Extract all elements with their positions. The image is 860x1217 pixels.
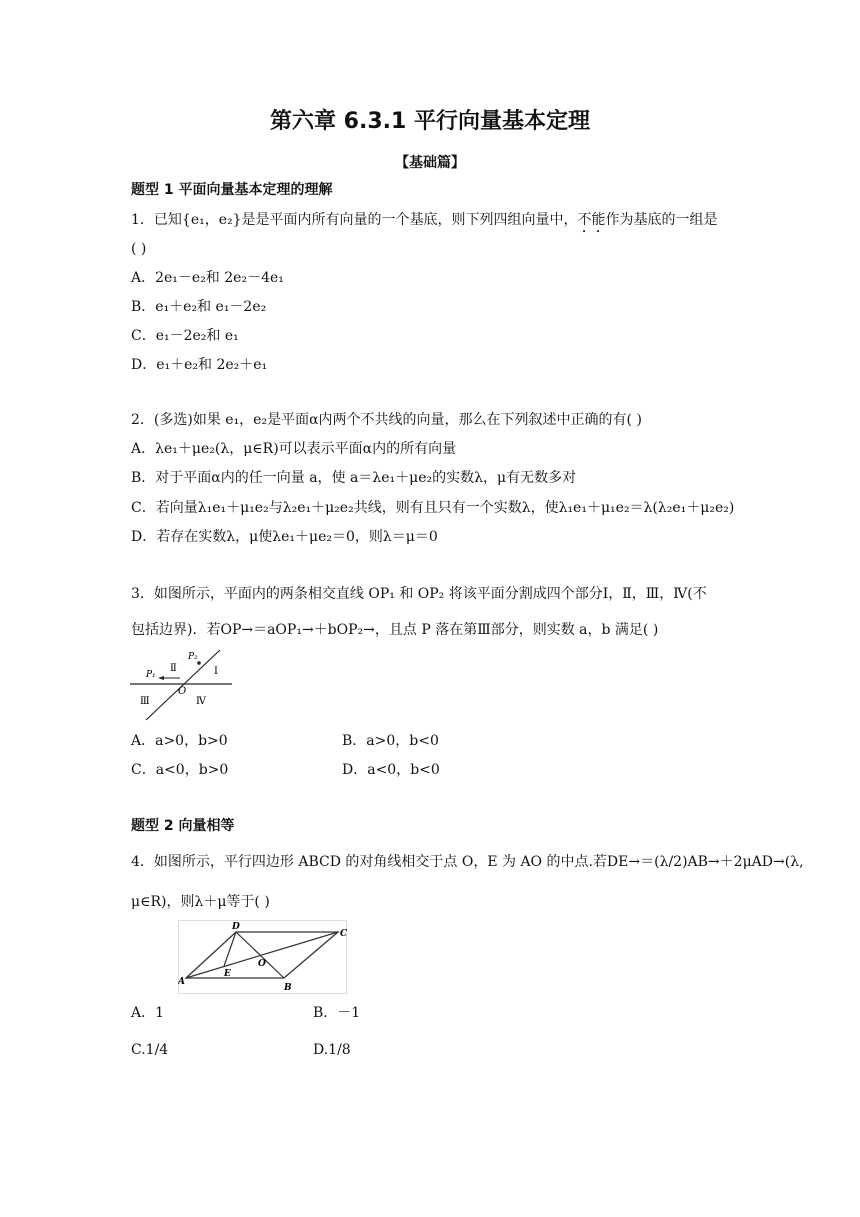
q1-stem-emph: 不能 — [577, 212, 606, 228]
q1-option-d: D．e₁＋e₂和 2e₂＋e₁ — [131, 357, 268, 373]
label-a: A — [178, 977, 185, 987]
q4-stem-line2: μ∈R)，则λ＋μ等于( ) — [131, 894, 270, 910]
q1-option-c: C．e₁－2e₂和 e₁ — [131, 328, 239, 344]
diagonal-ac — [186, 932, 338, 978]
label-b: B — [284, 983, 292, 993]
arrow-op1-head — [158, 676, 164, 680]
label-region-4: Ⅳ — [196, 696, 206, 707]
q3-stem-line1: 3．如图所示，平面内的两条相交直线 OP₁ 和 OP₂ 将该平面分割成四个部分Ⅰ，Ⅱ，Ⅲ，Ⅳ(不 — [131, 586, 707, 602]
q1-option-a: A．2e₁－e₂和 2e₂－4e₁ — [131, 270, 284, 286]
q4-option-b: B．－1 — [313, 1005, 361, 1021]
q1-option-b: B．e₁＋e₂和 e₁－2e₂ — [131, 299, 267, 315]
diagonal-bd — [236, 932, 284, 978]
q2-stem: 2．(多选)如果 e₁，e₂是平面α内两个不共线的向量，那么在下列叙述中正确的有( ) — [131, 412, 642, 428]
label-p1: P₁ — [146, 670, 156, 680]
q3-option-d: D．a<0，b<0 — [342, 762, 440, 778]
label-p2: P₂ — [188, 652, 198, 662]
q3-figure — [128, 648, 238, 723]
q2-option-a: A．λe₁＋μe₂(λ，μ∈R)可以表示平面α内的所有向量 — [131, 441, 457, 457]
q3-option-c: C．a<0，b>0 — [131, 762, 229, 778]
q1-stem-b: 作为基底的一组是 — [605, 212, 718, 228]
section-heading-2: 题型 2 向量相等 — [131, 818, 235, 834]
label-o: O — [178, 686, 187, 697]
q4-option-c: C.1/4 — [131, 1042, 169, 1058]
q4-option-d: D.1/8 — [313, 1042, 351, 1058]
label-e: E — [224, 969, 231, 979]
q1-paren: ( ) — [131, 241, 147, 257]
label-region-3: Ⅲ — [140, 696, 150, 707]
label-region-2: Ⅱ — [170, 663, 177, 674]
q2-option-b: B．对于平面α内的任一向量 a，使 a＝λe₁＋μe₂的实数λ，μ有无数多对 — [131, 470, 577, 486]
q3-option-b: B．a>0，b<0 — [342, 733, 439, 749]
label-c: C — [340, 929, 348, 939]
q2-option-c: C．若向量λ₁e₁＋μ₁e₂与λ₂e₁＋μ₂e₂共线，则有且只有一个实数λ，使λ₁e₁＋μ₁e₂＝λ(λ₂e₁＋μ₂e₂) — [131, 500, 735, 516]
page-subtitle: 【基础篇】 — [395, 155, 465, 171]
label-o: O — [258, 959, 266, 969]
q4-option-a: A．1 — [131, 1005, 165, 1021]
q4-figure — [178, 920, 348, 995]
q1-stem — [131, 211, 718, 236]
point-p2 — [197, 661, 201, 665]
q3-stem-line2: 包括边界)．若OP→＝aOP₁→＋bOP₂→，且点 P 落在第Ⅲ部分，则实数 a，b 满足( ) — [131, 622, 659, 638]
q2-option-d: D．若存在实数λ，μ使λe₁＋μe₂＝0，则λ＝μ＝0 — [131, 529, 438, 545]
section-heading-1: 题型 1 平面向量基本定理的理解 — [131, 182, 333, 198]
page-title: 第六章 6.3.1 平行向量基本定理 — [270, 109, 590, 134]
q3-option-a: A．a>0，b>0 — [131, 733, 228, 749]
q4-stem-line1: 4．如图所示，平行四边形 ABCD 的对角线相交于点 O，E 为 AO 的中点.若DE→＝(λ/2)AB→＋2μAD→(λ, — [131, 854, 804, 870]
q1-stem-a: 1．已知{e₁，e₂}是是平面内所有向量的一个基底，则下列四组向量中， — [131, 212, 578, 228]
slanted-line — [146, 650, 220, 720]
label-region-1: Ⅰ — [214, 666, 218, 677]
label-d: D — [232, 922, 240, 932]
